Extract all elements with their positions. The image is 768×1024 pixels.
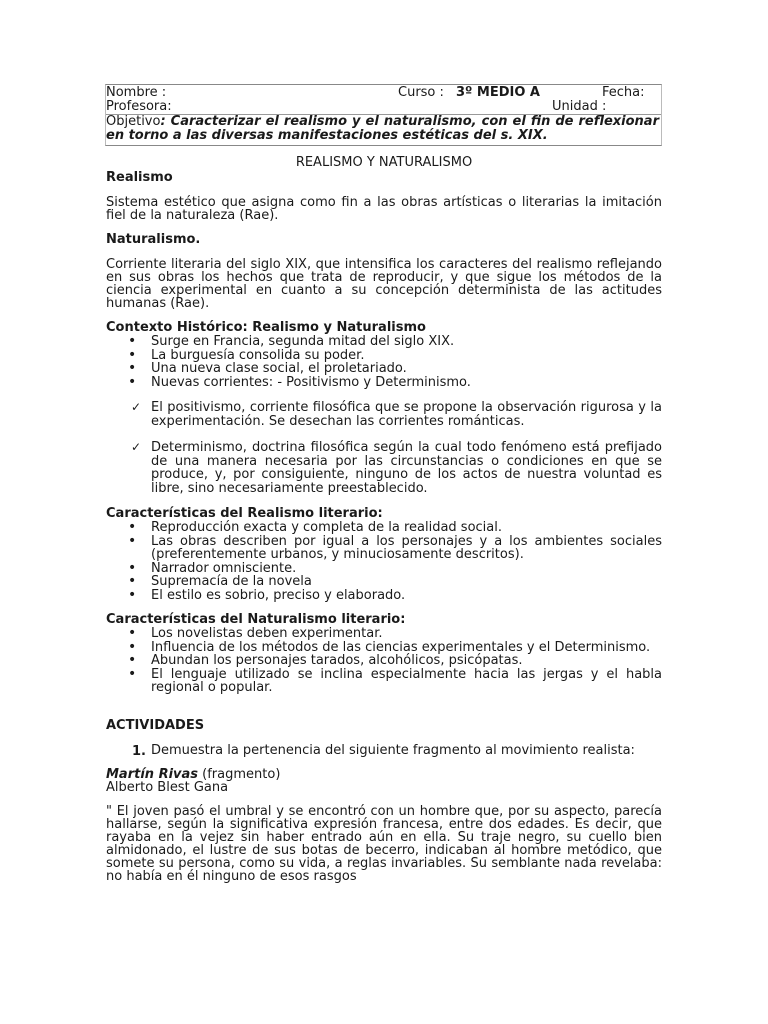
curso-value: 3º MEDIO A	[456, 85, 540, 100]
list-item: • Narrador omnisciente.	[106, 562, 662, 576]
curso-label: Curso :	[398, 85, 444, 100]
fragment-subtitle: (fragmento)	[198, 766, 281, 782]
realismo-heading: Realismo	[106, 170, 173, 185]
fecha-label: Fecha:	[602, 85, 645, 100]
document-page	[106, 84, 662, 883]
objetivo-label: Objetivo	[106, 114, 161, 129]
header-box	[105, 84, 662, 146]
car-naturalismo-bullets	[106, 627, 662, 695]
list-item: • El lenguaje utilizado se inclina especialmente hacia las jergas y el habla regional o popular.	[106, 668, 662, 695]
list-item: • Supremacía de la novela	[106, 575, 662, 589]
list-item: • Abundan los personajes tarados, alcohólicos, psicópatas.	[106, 654, 662, 668]
actividad-text: Demuestra la pertenencia del siguiente fragmento al movimiento realista:	[151, 742, 635, 758]
car-naturalismo-heading: Características del Naturalismo literario:	[106, 612, 406, 627]
car-realismo-heading: Características del Realismo literario:	[106, 506, 383, 521]
objetivo	[106, 115, 659, 143]
list-item: • Nuevas corrientes: - Positivismo y Determinismo.	[106, 376, 662, 390]
unidad-label: Unidad :	[552, 99, 607, 114]
list-item: • Una nueva clase social, el proletariado.	[106, 362, 662, 376]
list-item: • La burguesía consolida su poder.	[106, 349, 662, 363]
objetivo-text: : Caracterizar el realismo y el naturalismo, con el fin de reflexionar en torno a las diversas manifestaciones estéticas del s. XIX.	[106, 114, 659, 143]
actividad-number: 1.	[132, 743, 146, 759]
page-title: REALISMO Y NATURALISMO	[295, 155, 473, 170]
list-item: • Las obras describen por igual a los personajes y a los ambientes sociales (preferentemente urbanos, y minuciosamente descritos).	[106, 535, 662, 562]
check-item-positivismo: ✓ El positivismo, corriente filosófica que se propone la observación rigurosa y la experimentación. Se desechan las corrientes románticas.	[106, 401, 662, 428]
contexto-checks	[106, 401, 662, 495]
contexto-heading: Contexto Histórico: Realismo y Naturalismo	[106, 320, 426, 335]
nombre-label: Nombre :	[106, 85, 167, 100]
header-row-1	[106, 86, 659, 100]
naturalismo-heading: Naturalismo.	[106, 232, 201, 247]
list-item: • Los novelistas deben experimentar.	[106, 627, 662, 641]
header-row-2	[106, 100, 659, 114]
check-item-determinismo: ✓ Determinismo, doctrina filosófica según la cual todo fenómeno está prefijado de una manera necesaria por las circunstancias o condiciones en que se produce, y, por consiguiente, ninguno de los actos de nuestra voluntad es libre, sino necesariamente preestablecido.	[106, 441, 662, 495]
list-item: • Surge en Francia, segunda mitad del siglo XIX.	[106, 335, 662, 349]
profesora-label: Profesora:	[106, 99, 172, 114]
realismo-text: Sistema estético que asigna como fin a las obras artísticas o literarias la imitación fiel de la naturaleza (Rae).	[106, 195, 662, 223]
fragment-author: Alberto Blest Gana	[106, 779, 229, 795]
contexto-bullets	[106, 335, 662, 389]
fragment-title: Martín Rivas	[106, 766, 199, 782]
naturalismo-text: Corriente literaria del siglo XIX, que intensifica los caracteres del realismo reflejando en sus obras los hechos que trata de reproducir, y que sigue los métodos de la ciencia experimental en cuanto a su concepción determinista de las actitudes humanas (Rae).	[106, 257, 662, 311]
actividad-item	[106, 744, 662, 757]
fragment-title-line	[106, 768, 662, 781]
car-realismo-bullets	[106, 521, 662, 602]
fragment-text: " El joven pasó el umbral y se encontró con un hombre que, por su aspecto, parecía hallarse, según la significativa expresión francesa, entre dos edades. Es decir, que rayaba en la vejez sin haber entrado aún en ella. Su traje negro, su cuello bien almidonado, el lustre de sus botas de becerro, indicaban al hombre metódico, que somete su persona, como su vida, a reglas invariables. Su semblante nada revelaba: no había en él ninguno de esos rasgos	[106, 803, 662, 884]
list-item: • Reproducción exacta y completa de la realidad social.	[106, 521, 662, 535]
list-item: • El estilo es sobrio, preciso y elaborado.	[106, 589, 662, 603]
list-item: • Influencia de los métodos de las ciencias experimentales y el Determinismo.	[106, 641, 662, 655]
actividades-heading: ACTIVIDADES	[106, 717, 205, 733]
